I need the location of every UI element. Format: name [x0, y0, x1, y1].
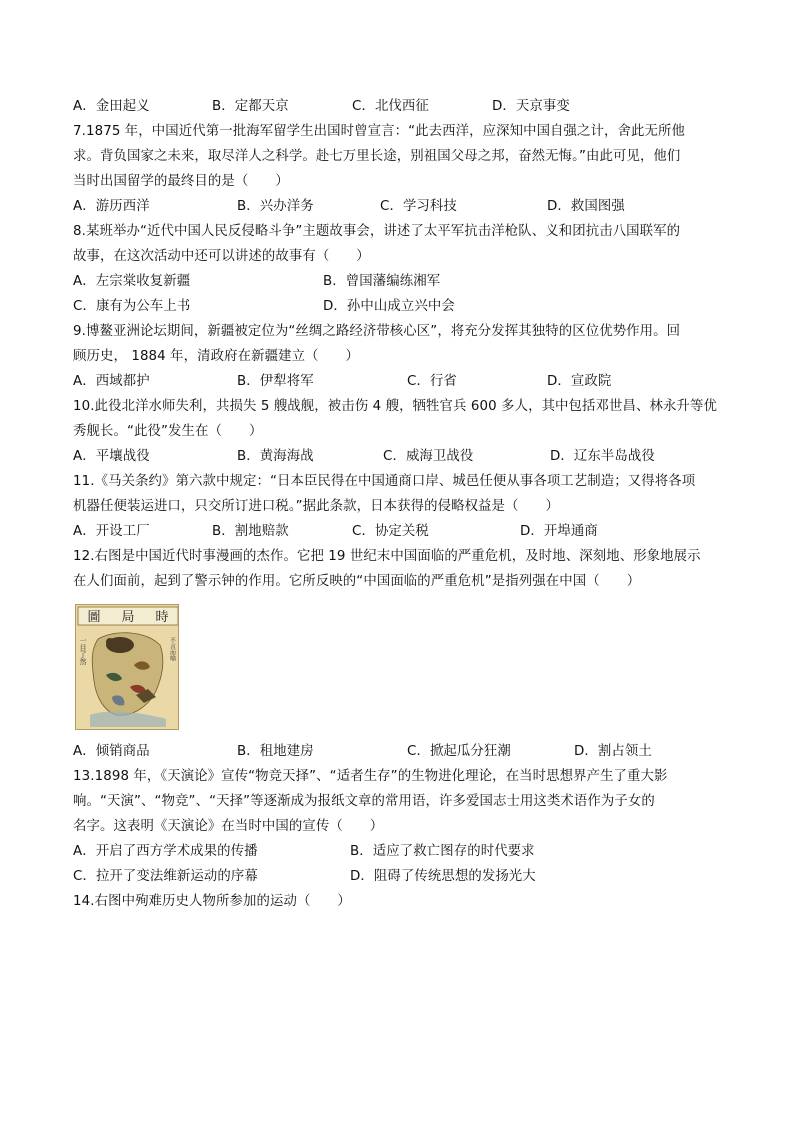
cartoon-right-caption: 不言而喻 — [168, 637, 176, 661]
q12-option-a: A．倾销商品 — [73, 744, 150, 759]
cartoon-drawing — [76, 605, 179, 730]
q12-option-b: B．租地建房 — [237, 744, 314, 759]
q9-option-b: B．伊犁将军 — [237, 374, 314, 389]
cartoon-left-caption: 一目了然 — [79, 637, 87, 665]
q6-option-b: B．定都天京 — [212, 99, 289, 114]
q7-option-d: D．救国图强 — [547, 199, 625, 214]
cartoon-title-char-2: 局 — [121, 610, 135, 625]
shiju-tu-cartoon-image — [75, 604, 179, 730]
q13-stem-line-2: 响。“天演”、“物竞”、“天择”等逐渐成为报纸文章的常用语，许多爱国志士用这类术语作为子女的 — [73, 794, 655, 809]
q6-option-c: C．北伐西征 — [352, 99, 429, 114]
q7-option-b: B．兴办洋务 — [237, 199, 314, 214]
q7-stem-line-1: 7.1875 年，中国近代第一批海军留学生出国时曾宣言：“此去西洋，应深知中国自强之计，舍此无所他 — [73, 124, 685, 139]
q10-stem-line-2: 秀舰长。“此役”发生在（ ） — [73, 424, 263, 439]
q8-option-c: C．康有为公车上书 — [73, 299, 191, 314]
q8-option-a: A．左宗棠收复新疆 — [73, 274, 191, 289]
q7-stem-line-3: 当时出国留学的最终目的是（ ） — [73, 174, 289, 189]
q7-option-a: A．游历西洋 — [73, 199, 150, 214]
q12-stem-line-1: 12.右图是中国近代时事漫画的杰作。它把 19 世纪末中国面临的严重危机，及时地、深刻地、形象地展示 — [73, 549, 701, 564]
q12-option-d: D．割占领土 — [574, 744, 652, 759]
q8-stem-line-2: 故事，在这次活动中还可以讲述的故事有（ ） — [73, 249, 370, 264]
cartoon-title-char-3: 時 — [155, 610, 169, 625]
q13-option-a: A．开启了西方学术成果的传播 — [73, 844, 258, 859]
q6-option-d: D．天京事变 — [492, 99, 570, 114]
q11-stem-line-1: 11.《马关条约》第六款中规定：“日本臣民得在中国通商口岸、城邑任便从事各项工艺制造；又得将各项 — [73, 474, 696, 489]
q11-option-d: D．开埠通商 — [520, 524, 598, 539]
q11-option-a: A．开设工厂 — [73, 524, 150, 539]
q13-stem-line-3: 名字。这表明《天演论》在当时中国的宣传（ ） — [73, 819, 384, 834]
q9-stem-line-2: 顾历史， 1884 年，清政府在新疆建立（ ） — [73, 349, 360, 364]
q10-option-a: A．平壤战役 — [73, 449, 150, 464]
q9-option-d: D．宣政院 — [547, 374, 612, 389]
q13-option-c: C．拉开了变法维新运动的序幕 — [73, 869, 258, 884]
q6-option-a: A．金田起义 — [73, 99, 150, 114]
q8-option-b: B．曾国藩编练湘军 — [323, 274, 441, 289]
q12-stem-line-2: 在人们面前，起到了警示钟的作用。它所反映的“中国面临的严重危机”是指列强在中国（ ） — [73, 574, 641, 589]
q9-stem-line-1: 9.博鳌亚洲论坛期间，新疆被定位为“丝绸之路经济带核心区”，将充分发挥其独特的区位优势作用。回 — [73, 324, 681, 339]
q8-stem-line-1: 8.某班举办“近代中国人民反侵略斗争”主题故事会，讲述了太平军抗击洋枪队、义和团抗击八国联军的 — [73, 224, 681, 239]
bear-head — [106, 638, 114, 646]
q9-option-a: A．西域都护 — [73, 374, 150, 389]
q7-option-c: C．学习科技 — [380, 199, 457, 214]
q10-option-c: C．威海卫战役 — [383, 449, 474, 464]
q9-option-c: C．行省 — [407, 374, 457, 389]
q13-option-b: B．适应了救亡图存的时代要求 — [350, 844, 535, 859]
cartoon-title-char-1: 圖 — [87, 610, 101, 625]
q10-option-b: B．黄海海战 — [237, 449, 314, 464]
q11-option-b: B．割地赔款 — [212, 524, 289, 539]
q13-stem-line-1: 13.1898 年，《天演论》宣传“物竞天择”、“适者生存”的生物进化理论，在当时思想界产生了重大影 — [73, 769, 668, 784]
q11-option-c: C．协定关税 — [352, 524, 429, 539]
q10-stem-line-1: 10.此役北洋水师失利，共损失 5 艘战舰，被击伤 4 艘，牺牲官兵 600 多人，其中包括邓世昌、林永升等优 — [73, 399, 717, 414]
q7-stem-line-2: 求。背负国家之未来，取尽洋人之科学。赴七万里长途，别祖国父母之邦，奋然无悔。”由此可见，他们 — [73, 149, 681, 164]
q8-option-d: D．孙中山成立兴中会 — [323, 299, 455, 314]
q14-stem-line-1: 14.右图中殉难历史人物所参加的运动（ ） — [73, 894, 351, 909]
q12-option-c: C．掀起瓜分狂潮 — [407, 744, 511, 759]
q13-option-d: D．阻碍了传统思想的发扬光大 — [350, 869, 536, 884]
q11-stem-line-2: 机器任便装运进口，只交所订进口税。”据此条款，日本获得的侵略权益是（ ） — [73, 499, 559, 514]
q10-option-d: D．辽东半岛战役 — [550, 449, 655, 464]
